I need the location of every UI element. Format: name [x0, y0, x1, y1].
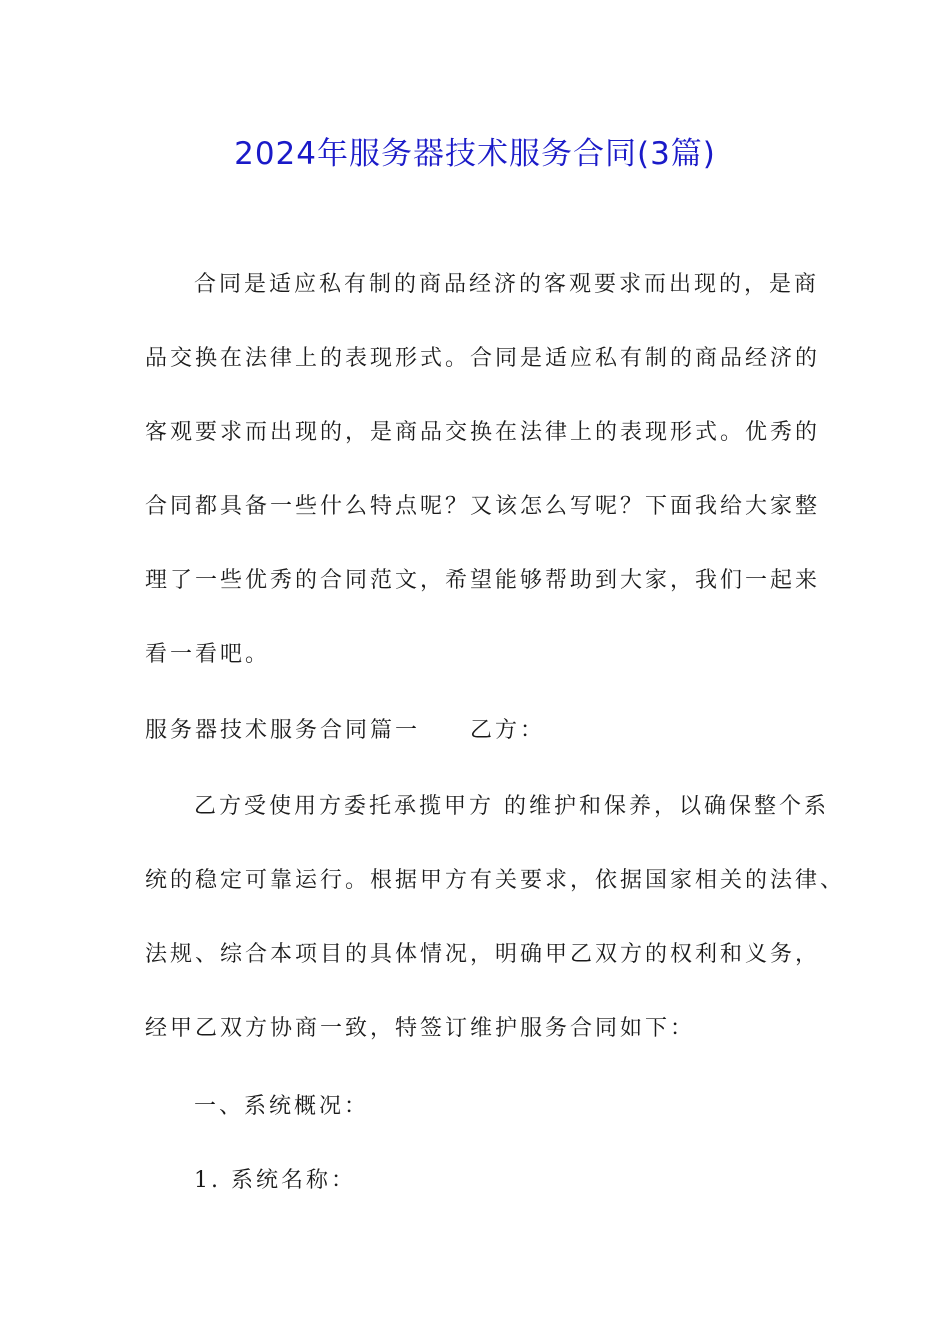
clause-heading-system-overview: 一、系统概况：	[194, 1094, 370, 1119]
intro-paragraph-line-3: 客观要求而出现的，是商品交换在法律上的表现形式。优秀的	[145, 420, 821, 445]
intro-paragraph-line-4: 合同都具备一些什么特点呢？又该怎么写呢？下面我给大家整	[145, 494, 821, 519]
section-heading-part-one: 服务器技术服务合同篇一 乙方：	[145, 718, 546, 743]
intro-paragraph-line-2: 品交换在法律上的表现形式。合同是适应私有制的商品经济的	[145, 346, 821, 371]
contract-paragraph-line-1: 乙方受使用方委托承揽甲方 的维护和保养，以确保整个系	[194, 794, 829, 819]
clause-item-system-name: 1. 系统名称：	[194, 1168, 356, 1193]
contract-paragraph-line-3: 法规、综合本项目的具体情况，明确甲乙双方的权利和义务，	[145, 942, 821, 967]
intro-paragraph-line-1: 合同是适应私有制的商品经济的客观要求而出现的，是商	[194, 272, 820, 297]
contract-paragraph-line-2: 统的稳定可靠运行。根据甲方有关要求，依据国家相关的法律、	[145, 868, 846, 893]
document-title: 2024年服务器技术服务合同(3篇)	[234, 136, 716, 172]
intro-paragraph-line-5: 理了一些优秀的合同范文，希望能够帮助到大家，我们一起来	[145, 568, 821, 593]
intro-paragraph-line-6: 看一看吧。	[145, 642, 271, 667]
contract-paragraph-line-4: 经甲乙双方协商一致，特签订维护服务合同如下：	[145, 1016, 696, 1041]
